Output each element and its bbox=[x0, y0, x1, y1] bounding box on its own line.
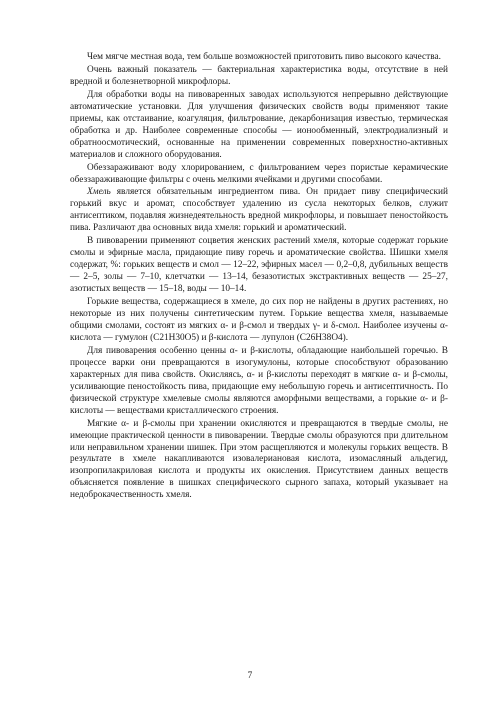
hops-term: Хмель bbox=[87, 187, 111, 198]
paragraph-bacterial-characteristic: Очень важный показатель — бактериальная характеристика воды, отсутствие в ней вредной и болезнетворной микрофлоры. bbox=[70, 64, 448, 87]
paragraph-bitter-substances: Горькие вещества, содержащиеся в хмеле, до сих пор не найдены в других растениях, но некоторые из них получены синтетическим путем. Горькие вещества хмеля, называемые общими смолами, состоят из мягких α- и β-смол и твердых γ- и δ-смол. Наиболее изучены α-кислота — гумулон (C21H30O5) и β-кислота — лупулон (C26H38O4). bbox=[70, 297, 448, 343]
page-number: 7 bbox=[247, 671, 253, 681]
paragraph-soft-water: Чем мягче местная вода, тем больше возможностей приготовить пиво высокого качества. bbox=[87, 52, 441, 62]
paragraph-hop-composition: В пивоварении применяют соцветия женских растений хмеля, которые содержат горькие смолы и эфирные масла, придающие пиву горечь и ароматические свойства. Шишки хмеля содержат, %: горьких веществ и смол — 12–22, эфирных масел — 0,2–0,8, дубильных веществ — 2–5, золы — 7–10, клетчатки — 13–14, безазотистых экстрактивных веществ — 25–27, азотистых веществ — 15–18, воды — 10–14. bbox=[70, 236, 448, 295]
paragraph-hops-intro bbox=[70, 187, 448, 235]
paragraph-resin-oxidation: Мягкие α- и β-смолы при хранении окисляются и превращаются в твердые смолы, не имеющие практической ценности в пивоварении. Твердые смолы образуются при длительном или неправильном хранении шишек. При этом расщепляются и молекулы горьких веществ. В результате в хмеле накапливаются изовалериановая кислота, изомасляный альдегид, изопропилакриловая кислота и продукты их окисления. Присутствием данных веществ объясняется появление в шишках специфического сырного запаха, который указывает на недоброкачественность хмеля. bbox=[70, 418, 448, 501]
hops-intro-text: является обязательным ингредиентом пива. Он придает пиву специфический горький вкус и аромат, способствует удалению из сусла некоторых белков, служит антисептиком, подавляя жизнедеятельность вредной микрофлоры, и повышает пеностойкость пива. Различают два основных вида хмеля: горький и ароматический. bbox=[70, 187, 448, 234]
paragraph-disinfection: Обеззараживают воду хлорированием, с фильтрованием через пористые керамические обеззараживающие фильтры с очень мелкими ячейками и другими способами. bbox=[70, 162, 448, 185]
paragraph-acids-brewing: Для пивоварения особенно ценны α- и β-кислоты, обладающие наибольшей горечью. В процессе варки они превращаются в изогумулоны, которые способствуют образованию характерных для пива свойств. Окисляясь, α- и β-кислоты переходят в мягкие α- и β-смолы, усиливающие пеностойкость пива, придающие ему небольшую горечь и антисептичность. По физической структуре хмелевые смолы являются аморфными веществами, а горькие α- и β-кислоты — веществами кристаллического строения. bbox=[70, 345, 448, 416]
paragraph-water-treatment: Для обработки воды на пивоваренных заводах используются непрерывно действующие автоматические установки. Для улучшения физических свойств воды применяют такие приемы, как отстаивание, коагуляция, фильтрование, декарбонизация известью, термическая обработка и др. Наиболее современные способы — ионообменный, электродиализный и обратноосмотический, основанные на применении современных поверхностно-активных материалов и сложного оборудования. bbox=[70, 89, 448, 160]
